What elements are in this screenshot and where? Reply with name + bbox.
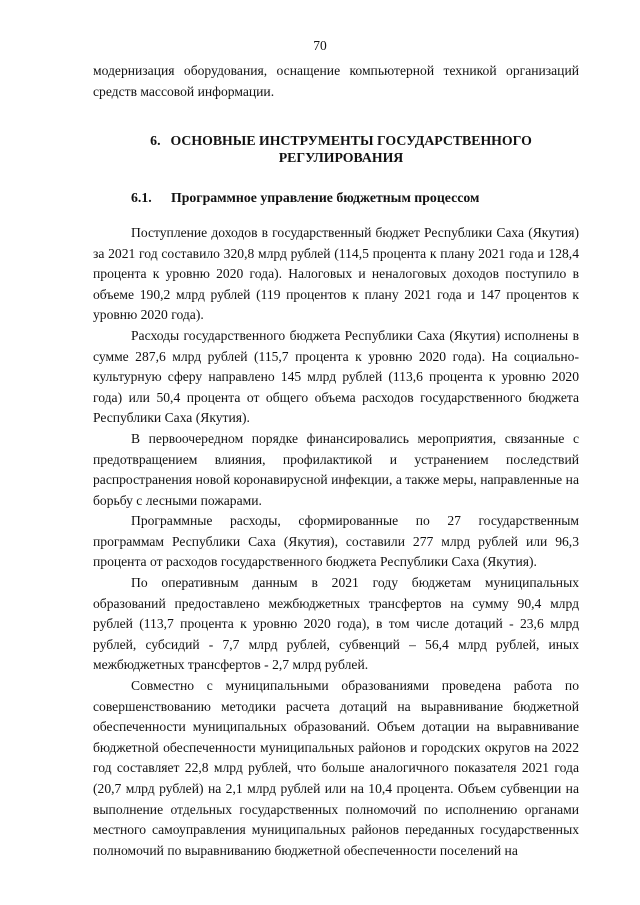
intro-paragraph: модернизация оборудования, оснащение компьютерной техникой организаций средств массовой информации. (93, 63, 579, 99)
body-paragraph-transfers: По оперативным данным в 2021 году бюджетам муниципальных образований предоставлено межбюджетных трансфертов на сумму 90,4 млрд рублей (113,7 процента к уровню 2020 года), в том числе дотаций - 23,6 млрд рублей, субсидий - 7,7 млрд рублей, субвенций – 56,4 млрд рублей, иных межбюджетных трансфертов - 2,7 млрд рублей. (93, 575, 579, 673)
chapter-number: 6. (150, 133, 161, 149)
chapter-title (93, 133, 579, 166)
section-title (93, 190, 579, 207)
chapter-title-line-2: РЕГУЛИРОВАНИЯ (278, 149, 404, 165)
body-paragraph-priority-financing: В первоочередном порядке финансировались мероприятия, связанные с предотвращением влияния, профилактикой и устранением последствий распространения новой коронавирусной инфекции, а также меры, направленные на борьбу с лесными пожарами. (93, 430, 579, 508)
section-number: 6.1. (131, 190, 152, 206)
page-number: 70 (313, 38, 327, 53)
body-paragraph-equalization: Совместно с муниципальными образованиями проведена работа по совершенствованию методики расчета дотаций на выравнивание бюджетной обеспеченности муниципальных образований. Объем дотации на выравнивание бюджетной обеспеченности муниципальных районов и городских округов на 2022 год составляет 22,8 млрд рублей, что больше аналогичного показателя 2021 года (20,7 млрд рублей) на 2,1 млрд рублей или на 10,4 процента. Объем субвенции на выполнение отдельных государственных полномочий по исполнению органами местного самоуправления муниципальных районов переданных государственных полномочий по выравниванию бюджетной обеспеченности поселений на (93, 678, 579, 858)
chapter-title-line-1 (103, 133, 579, 150)
chapter-title-text-1: ОСНОВНЫЕ ИНСТРУМЕНТЫ ГОСУДАРСТВЕННОГО (170, 133, 532, 149)
body-paragraph-revenue: Поступление доходов в государственный бюджет Республики Саха (Якутия) за 2021 год составило 320,8 млрд рублей (114,5 процента к плану 2021 года и 128,4 процента к уровню 2020 года). Налоговых и неналоговых доходов поступило в объеме 190,2 млрд рублей (119 процентов к плану 2021 года и 147 процентов к уровню 2020 года). (93, 224, 579, 323)
page-content (93, 61, 579, 861)
section-title-text: Программное управление бюджетным процессом (171, 190, 480, 206)
body-paragraph-program-expenses: Программные расходы, сформированные по 27 государственным программам Республики Саха (Якутия), составили 277 млрд рублей или 96,3 процента от расходов государственного бюджета Республики Саха (Якутия). (93, 513, 579, 570)
body-paragraph-expenses: Расходы государственного бюджета Республики Саха (Якутия) исполнены в сумме 287,6 млрд рублей (115,7 процента к уровню 2020 года). На социально-культурную сферу направлено 145 млрд рублей (113,6 процента к уровню 2020 года) или 50,4 процента от общего объема расходов государственного бюджета Республики Саха (Якутия). (93, 327, 579, 426)
